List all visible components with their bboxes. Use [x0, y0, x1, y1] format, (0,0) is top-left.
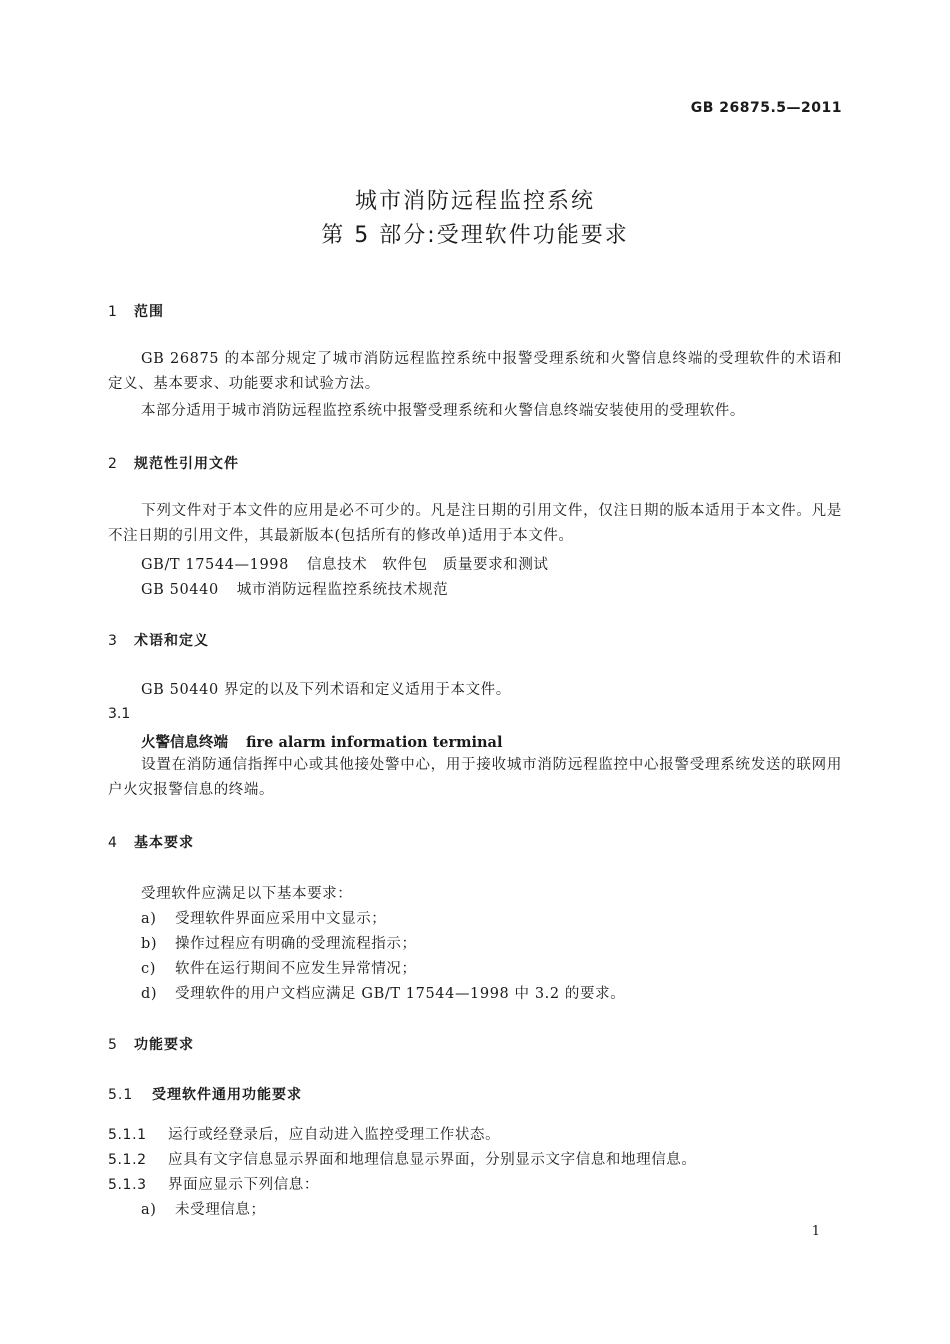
clause-text: 界面应显示下列信息： [168, 1177, 319, 1193]
subsection-5-1-heading [108, 1084, 302, 1104]
section-title: 术语和定义 [134, 633, 209, 649]
standard-number: GB 26875.5—2011 [690, 100, 842, 116]
list-text: 受理软件界面应采用中文显示； [175, 911, 387, 927]
list-item [141, 957, 417, 978]
section-4-heading [108, 832, 194, 852]
list-text: 操作过程应有明确的受理流程指示； [175, 936, 417, 952]
clause-number: 5.1.2 [108, 1152, 147, 1168]
section-title: 功能要求 [134, 1037, 194, 1053]
clause-number: 5.1.3 [108, 1177, 147, 1193]
list-item [141, 932, 417, 953]
clause-text: 运行或经登录后，应自动进入监控受理工作状态。 [168, 1127, 501, 1143]
paragraph-text: GB 26875 的本部分规定了城市消防远程监控系统中报警受理系统和火警信息终端的受理软件的术语和定义、基本要求、功能要求和试验方法。 [108, 351, 842, 392]
section-number: 1 [108, 304, 118, 320]
reference-title: 信息技术 软件包 质量要求和测试 [306, 557, 549, 573]
list-marker: a) [141, 911, 157, 927]
clause-5-1-2 [108, 1148, 697, 1169]
section-1-heading [108, 301, 164, 321]
term-english: fire alarm information terminal [246, 734, 503, 751]
section-number: 2 [108, 456, 118, 472]
list-marker: b) [141, 936, 158, 952]
reference-title: 城市消防远程监控系统技术规范 [236, 582, 449, 598]
section-title: 范围 [134, 304, 164, 320]
list-text: 软件在运行期间不应发生异常情况； [175, 961, 417, 977]
section-number: 4 [108, 835, 118, 851]
normative-reference-1 [141, 553, 549, 574]
clause-5-1-1 [108, 1123, 500, 1144]
term-number: 3.1 [108, 706, 131, 722]
section-5-heading [108, 1034, 194, 1054]
section-2-paragraph-1 [108, 499, 842, 549]
normative-reference-2 [141, 578, 448, 599]
section-title: 规范性引用文件 [134, 456, 239, 472]
section-number: 3 [108, 633, 118, 649]
list-item [141, 1198, 266, 1219]
document-title-line1: 城市消防远程监控系统 [354, 189, 595, 214]
subsection-number: 5.1 [108, 1087, 134, 1103]
section-2-heading [108, 453, 239, 473]
section-4-intro: 受理软件应满足以下基本要求： [141, 886, 353, 902]
section-1-paragraph-1 [108, 347, 842, 397]
list-text: 未受理信息； [175, 1202, 266, 1218]
term-chinese: 火警信息终端 [141, 735, 228, 751]
term-definition [108, 753, 842, 803]
list-text: 受理软件的用户文档应满足 GB/T 17544—1998 中 3.2 的要求。 [175, 986, 626, 1002]
document-title-line2: 第 5 部分:受理软件功能要求 [321, 223, 629, 248]
list-item [141, 907, 386, 928]
paragraph-text: 下列文件对于本文件的应用是必不可少的。凡是注日期的引用文件，仅注日期的版本适用于本文件。凡是不注日期的引用文件，其最新版本(包括所有的修改单)适用于本文件。 [108, 503, 842, 544]
section-title: 基本要求 [134, 835, 194, 851]
paragraph-text: 设置在消防通信指挥中心或其他接处警中心，用于接收城市消防远程监控中心报警受理系统发送的联网用户火灾报警信息的终端。 [108, 757, 842, 798]
clause-text: 应具有文字信息显示界面和地理信息显示界面，分别显示文字信息和地理信息。 [168, 1152, 697, 1168]
subsection-title: 受理软件通用功能要求 [152, 1087, 302, 1103]
list-marker: a) [141, 1202, 157, 1218]
list-item [141, 982, 625, 1003]
term-entry [141, 731, 502, 752]
list-marker: d) [141, 986, 158, 1002]
section-3-paragraph-1: GB 50440 界定的以及下列术语和定义适用于本文件。 [141, 682, 511, 698]
section-3-heading [108, 630, 209, 650]
section-number: 5 [108, 1037, 118, 1053]
clause-number: 5.1.1 [108, 1127, 147, 1143]
reference-code: GB 50440 [141, 582, 219, 598]
section-1-paragraph-2 [108, 399, 842, 424]
paragraph-text: 本部分适用于城市消防远程监控系统中报警受理系统和火警信息终端安装使用的受理软件。 [141, 403, 745, 419]
clause-5-1-3 [108, 1173, 319, 1194]
reference-code: GB/T 17544—1998 [141, 557, 289, 573]
page-number: 1 [811, 1224, 820, 1239]
list-marker: c) [141, 961, 156, 977]
